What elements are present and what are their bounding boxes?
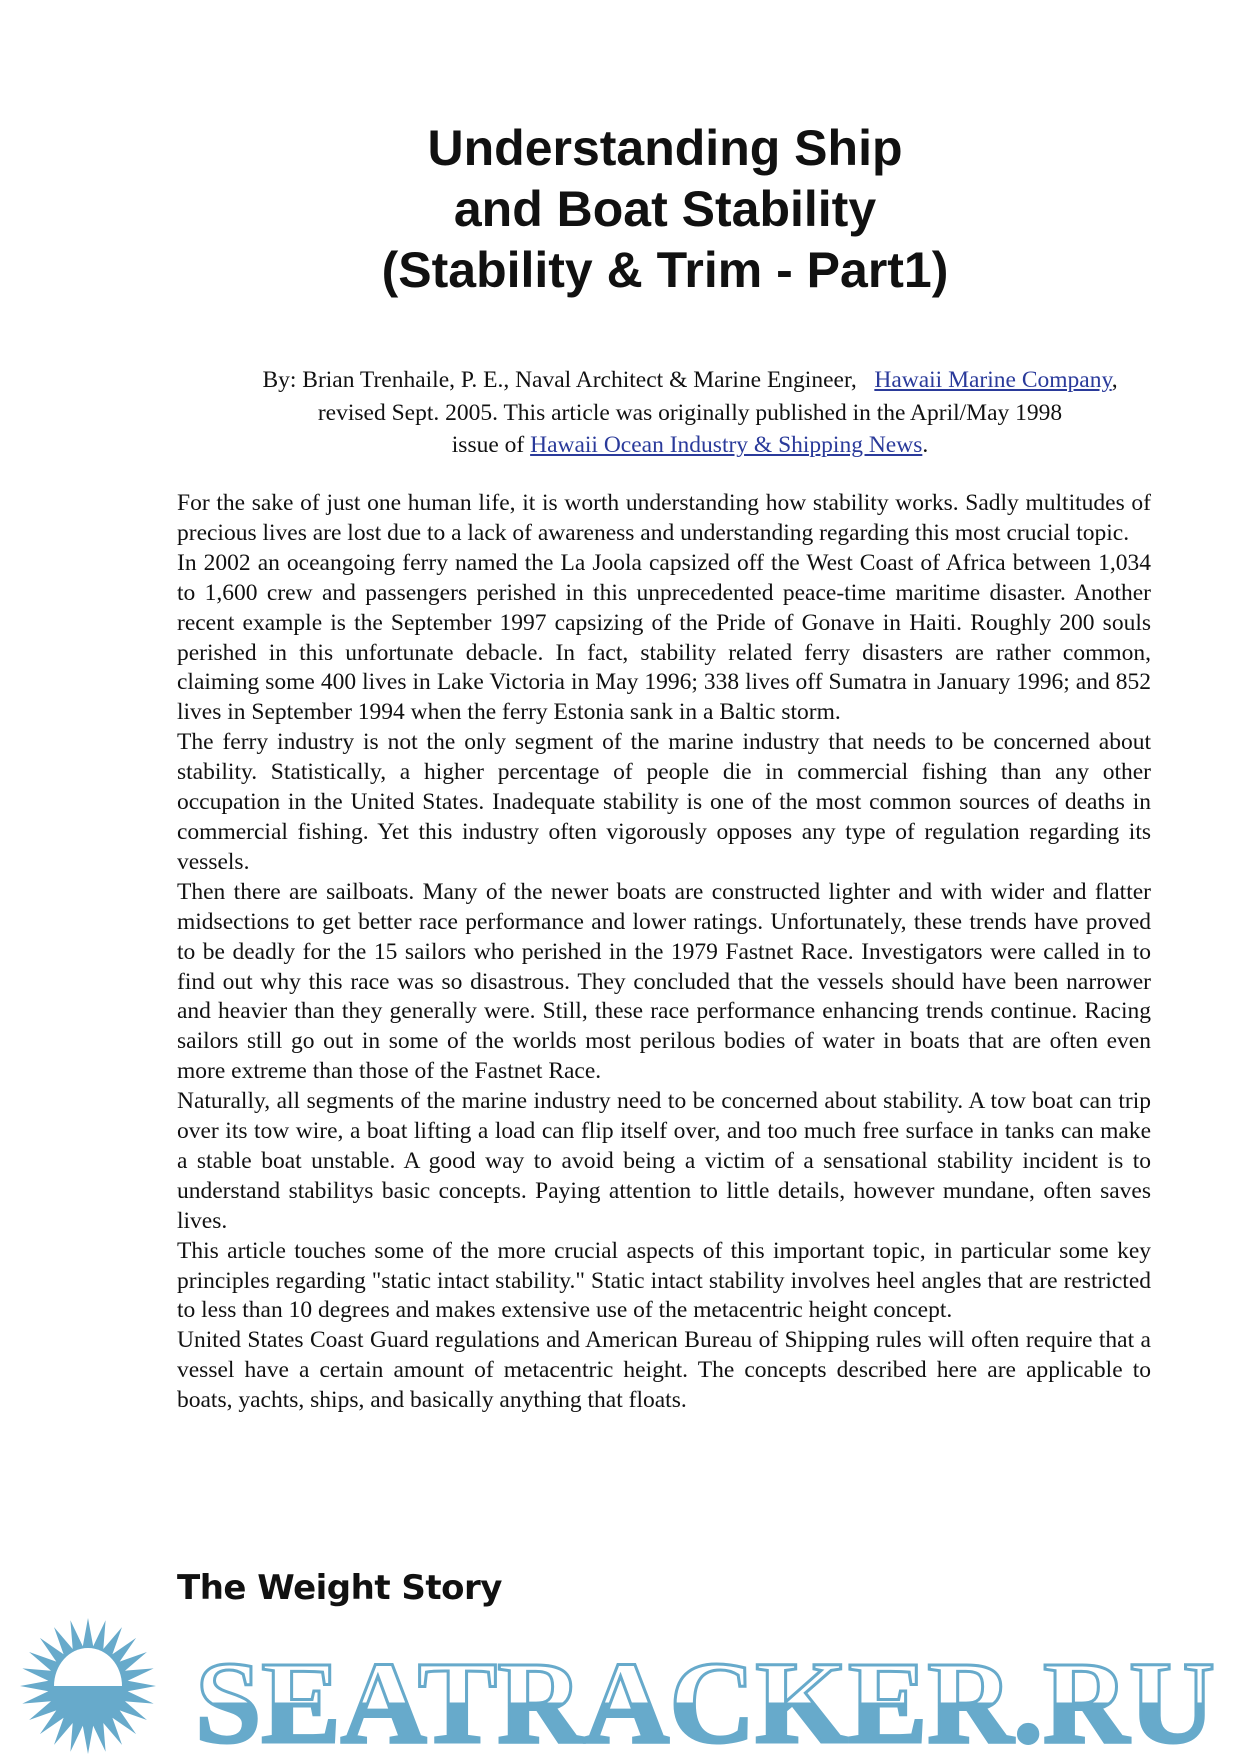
paragraph: United States Coast Guard regulations and American Bureau of Shipping rules will often require that a vessel have a certain amount of metacentric height. The concepts described here are applicable to boats, yachts, ships, and basically anything that floats. (177, 1327, 1151, 1414)
article-body (177, 489, 1151, 1416)
seatracker-watermark (0, 1614, 1239, 1754)
paragraph: Then there are sailboats. Many of the newer boats are constructed lighter and with wider and flatter midsections to get better race performance and lower ratings. Unfortunately, these trends have proved to be deadly for the 15 sailors who perished in the 1979 Fastnet Race. Investigators were called in to find out why this race was so disastrous. They concluded that the vessels should have been narrower and heavier than they generally were. Still, these race performance enhancing trends continue. Racing sailors still go out in some of the worlds most perilous bodies of water in boats that are often even more extreme than those of the Fastnet Race. (177, 878, 1151, 1085)
title-line: and Boat Stability (453, 181, 877, 237)
byline (140, 364, 1239, 462)
title-line: Understanding Ship (427, 120, 903, 176)
section-heading: The Weight Story (177, 1568, 502, 1608)
paragraph: The ferry industry is not the only segment of the marine industry that needs to be concerned about stability. Statistically, a higher percentage of people die in commercial fishing than any other occupation in the United States. Inadequate stability is one of the most common sources of deaths in commercial fishing. Yet this industry often vigorously opposes any type of regulation regarding its vessels. (177, 729, 1151, 875)
sun-icon (20, 1618, 156, 1754)
byline-text: revised Sept. 2005. This article was originally published in the April/May 1998 (317, 399, 1063, 426)
byline-punct: . (922, 432, 929, 458)
paragraph: Naturally, all segments of the marine industry need to be concerned about stability. A tow boat can trip over its tow wire, a boat lifting a load can flip itself over, and too much free surface in tanks can make a stable boat unstable. A good way to avoid being a victim of a sensational stability incident is to understand stabilitys basic concepts. Paying attention to little details, however mundane, often saves lives. (177, 1088, 1151, 1234)
paragraph: For the sake of just one human life, it is worth understanding how stability works. Sadly multitudes of precious lives are lost due to a lack of awareness and understanding regarding this most crucial topic. (177, 490, 1151, 546)
watermark-text: SEATRACKER.RU (195, 1637, 1215, 1754)
page-title (0, 118, 1239, 301)
title-line: (Stability & Trim - Part1) (381, 242, 949, 298)
hawaii-marine-company-link[interactable]: Hawaii Marine Company (874, 367, 1112, 393)
shipping-news-link[interactable]: Hawaii Ocean Industry & Shipping News (530, 432, 923, 458)
paragraph: This article touches some of the more crucial aspects of this important topic, in particular some key principles regarding "static intact stability." Static intact stability involves heel angles that are restricted to less than 10 degrees and makes extensive use of the metacentric height concept. (177, 1237, 1151, 1324)
paragraph: In 2002 an oceangoing ferry named the La Joola capsized off the West Coast of Africa between 1,034 to 1,600 crew and passengers perished in this unprecedented peace-time maritime disaster. Another recent example is the September 1997 capsizing of the Pride of Gonave in Haiti. Roughly 200 souls perished in this unfortunate debacle. In fact, stability related ferry disasters are rather common, claiming some 400 lives in Lake Victoria in May 1996; 338 lives off Sumatra in January 1996; and 852 lives in September 1994 when the ferry Estonia sank in a Baltic storm. (177, 549, 1151, 726)
byline-punct: , (1111, 367, 1118, 393)
byline-text: issue of (451, 432, 531, 458)
byline-text: By: Brian Trenhaile, P. E., Naval Architect & Marine Engineer, (262, 367, 857, 393)
